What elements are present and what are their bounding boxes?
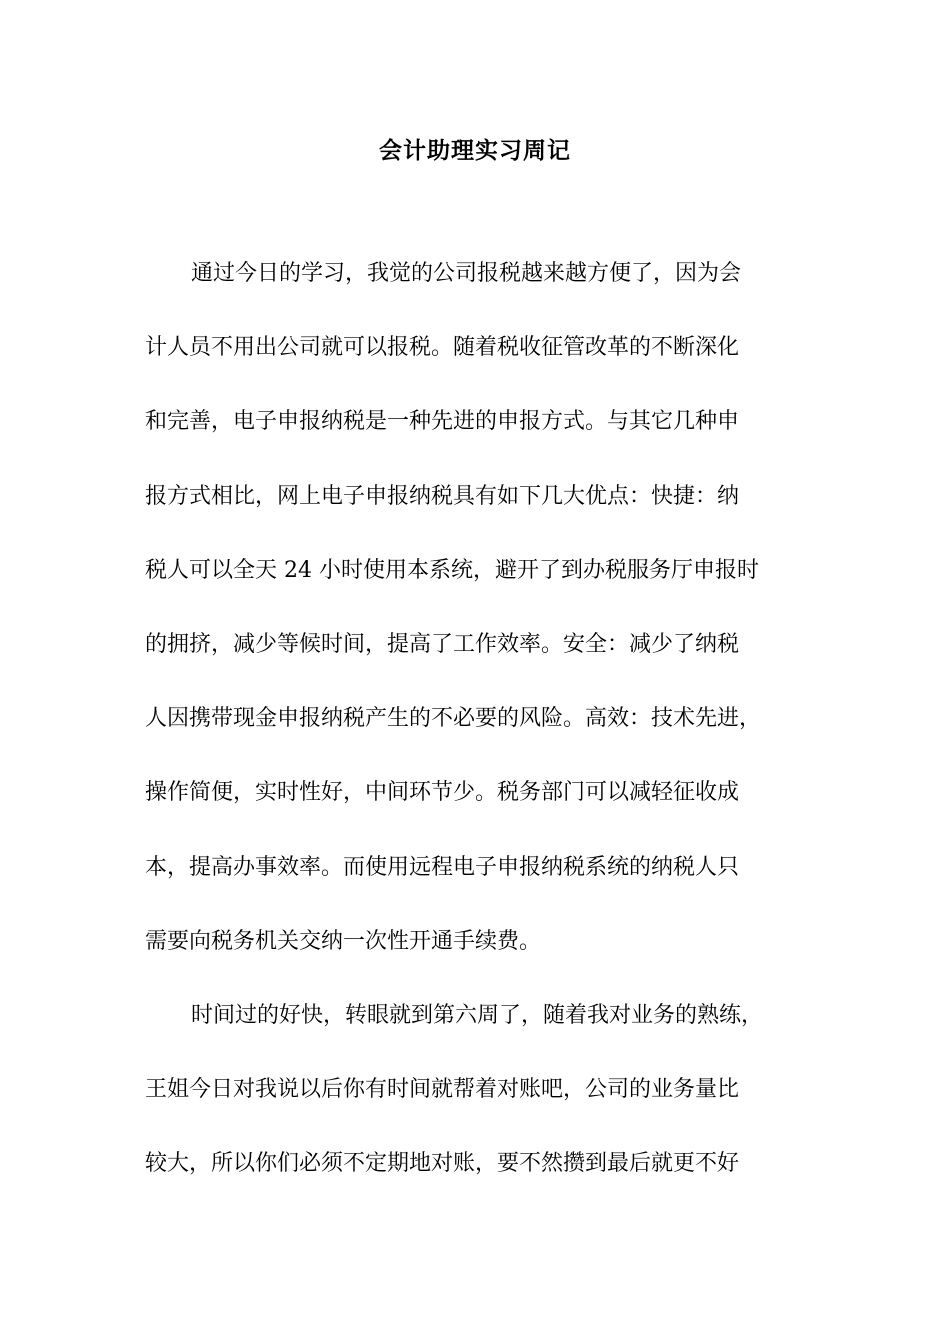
document-body — [145, 254, 810, 1218]
text-line: 计人员不用出公司就可以报税。随着税收征管改革的不断深化 — [145, 335, 740, 361]
text-line: 操作简便，实时性好，中间环节少。税务部门可以减轻征收成 — [145, 780, 740, 806]
text-line: 的拥挤，减少等候时间，提高了工作效率。安全：减少了纳税 — [145, 631, 740, 657]
text-line: 本，提高办事效率。而使用远程电子申报纳税系统的纳税人只 — [145, 854, 740, 880]
text-line: 王姐今日对我说以后你有时间就帮着对账吧，公司的业务量比 — [145, 1077, 740, 1103]
paragraph-2 — [145, 996, 810, 1219]
text-line: 人因携带现金申报纳税产生的不必要的风险。高效：技术先进， — [145, 706, 762, 732]
text-line: 税人可以全天 24 小时使用本系统，避开了到办税服务厅申报时 — [145, 557, 759, 583]
paragraph-1 — [145, 254, 810, 996]
text-line: 通过今日的学习，我觉的公司报税越来越方便了，因为会 — [191, 261, 742, 286]
text-line: 需要向税务机关交纳一次性开通手续费。 — [145, 928, 542, 954]
text-line: 和完善，电子申报纳税是一种先进的申报方式。与其它几种申 — [145, 409, 740, 435]
text-line: 报方式相比，网上电子申报纳税具有如下几大优点：快捷：纳 — [145, 483, 740, 509]
text-line: 较大，所以你们必须不定期地对账，要不然攒到最后就更不好 — [145, 1151, 740, 1177]
text-line: 时间过的好快，转眼就到第六周了，随着我对业务的熟练， — [191, 1002, 764, 1028]
document-title: 会计助理实习周记 — [379, 137, 571, 164]
